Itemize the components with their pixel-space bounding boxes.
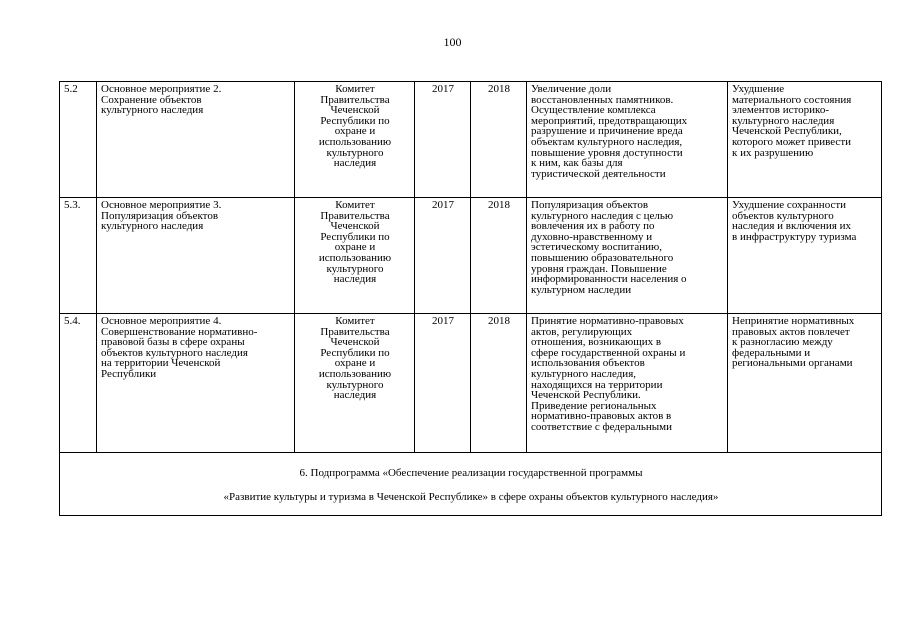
table-row bbox=[60, 314, 882, 453]
end-year-cell: 2018 bbox=[471, 314, 527, 453]
program-events-table bbox=[59, 81, 882, 516]
start-year-cell: 2017 bbox=[415, 82, 471, 198]
expected-result-cell: Увеличение доли восстановленных памятников. Осуществление комплекса мероприятий, предотвращающих разрушение и причинение вреда объектам культурного наследия, повышение уровня доступности к ним, как базы для туристической деятельности bbox=[527, 82, 728, 198]
subprogram-heading-line-1: 6. Подпрограмма «Обеспечение реализации государственной программы bbox=[299, 467, 643, 479]
subprogram-heading-row bbox=[60, 453, 882, 516]
table-row bbox=[60, 198, 882, 314]
event-name-cell: Основное мероприятие 4. Совершенствование нормативно- правовой базы в сфере охраны объектов культурного наследия на территории Чеченской Республики bbox=[97, 314, 295, 453]
start-year-cell: 2017 bbox=[415, 314, 471, 453]
event-name-cell: Основное мероприятие 3. Популяризация объектов культурного наследия bbox=[97, 198, 295, 314]
page-number: 100 bbox=[443, 35, 462, 49]
end-year-cell: 2018 bbox=[471, 198, 527, 314]
risk-cell: Ухудшение сохранности объектов культурного наследия и включения их в инфраструктуру туризма bbox=[728, 198, 882, 314]
expected-result-cell: Принятие нормативно-правовых актов, регулирующих отношения, возникающих в сфере государственной охраны и использования объектов культурного наследия, находящихся на территории Чеченской Республики. Приведение региональных нормативно-правовых актов в соответствие с федеральными bbox=[527, 314, 728, 453]
executor-cell: Комитет Правительства Чеченской Республики по охране и использованию культурного наследия bbox=[295, 314, 415, 453]
subprogram-heading-line-2: «Развитие культуры и туризма в Чеченской Республике» в сфере охраны объектов культурного наследия» bbox=[223, 491, 719, 503]
event-name-cell: Основное мероприятие 2. Сохранение объектов культурного наследия bbox=[97, 82, 295, 198]
expected-result-cell: Популяризация объектов культурного наследия с целью вовлечения их в работу по духовно-нравственному и эстетическому воспитанию, повышению образовательного уровня граждан. Повышение информированности населения о культурном наследии bbox=[527, 198, 728, 314]
row-number-cell: 5.2 bbox=[60, 82, 97, 198]
end-year-cell: 2018 bbox=[471, 82, 527, 198]
executor-cell: Комитет Правительства Чеченской Республики по охране и использованию культурного наследия bbox=[295, 82, 415, 198]
start-year-cell: 2017 bbox=[415, 198, 471, 314]
risk-cell: Непринятие нормативных правовых актов повлечет к разногласию между федеральными и региональными органами bbox=[728, 314, 882, 453]
subprogram-heading bbox=[60, 453, 882, 516]
row-number-cell: 5.4. bbox=[60, 314, 97, 453]
table-row bbox=[60, 82, 882, 198]
row-number-cell: 5.3. bbox=[60, 198, 97, 314]
executor-cell: Комитет Правительства Чеченской Республики по охране и использованию культурного наследия bbox=[295, 198, 415, 314]
risk-cell: Ухудшение материального состояния элементов историко- культурного наследия Чеченской Республики, которого может привести к их разрушению bbox=[728, 82, 882, 198]
